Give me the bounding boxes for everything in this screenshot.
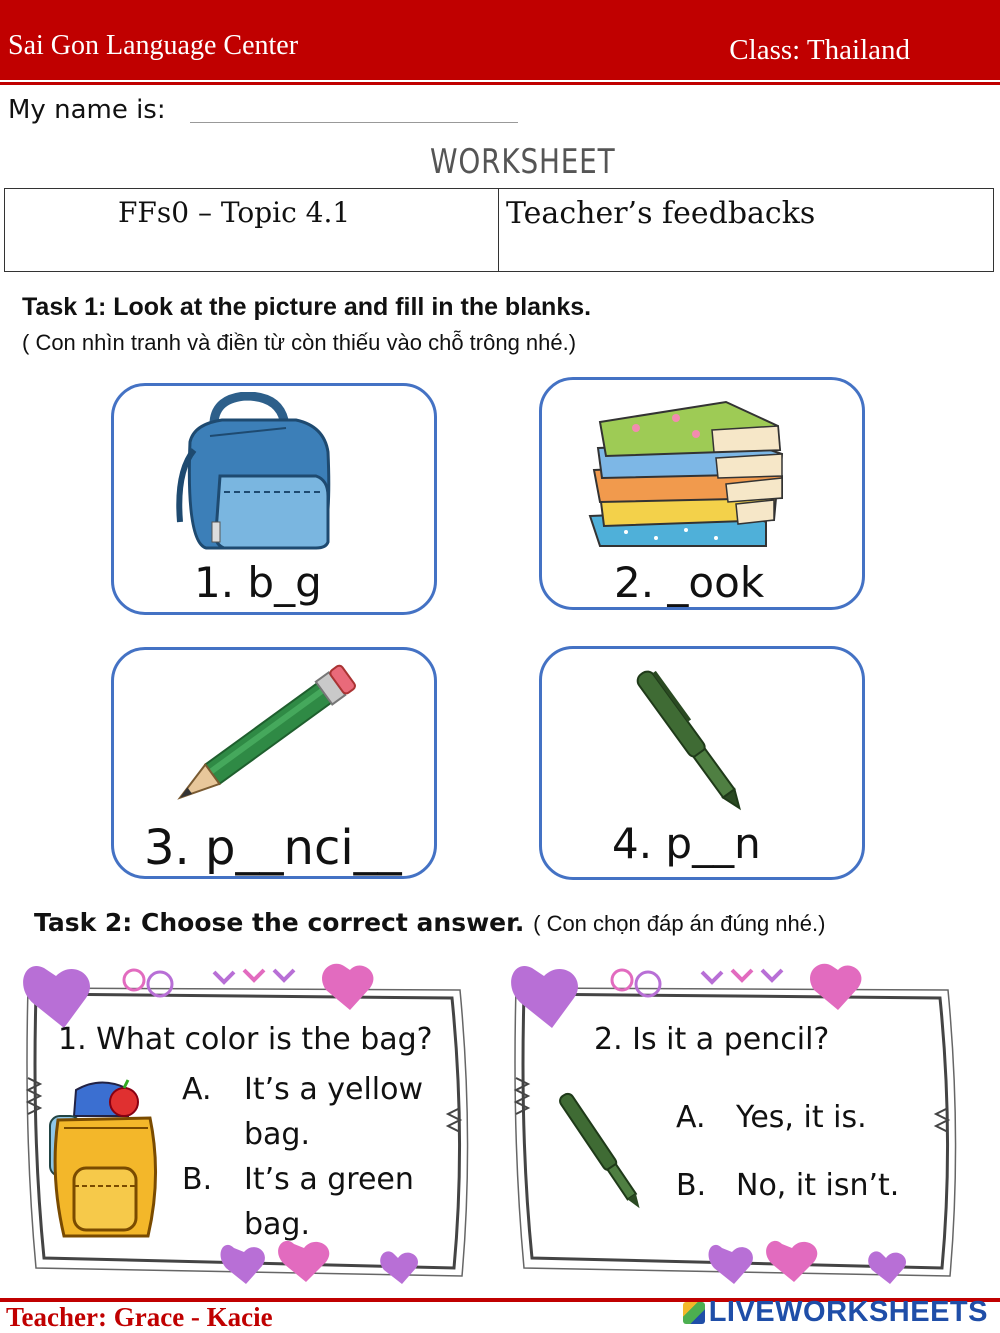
q1-option-b-letter[interactable]: B. (182, 1162, 213, 1197)
q2-option-a-letter[interactable]: A. (676, 1100, 706, 1135)
q2-option-a-line1[interactable]: Yes, it is. (736, 1100, 867, 1135)
topic-cell: FFs0 – Topic 4.1 (118, 196, 351, 229)
question-2: 2. Is it a pencil? (594, 1022, 830, 1057)
task1-card-book (539, 377, 865, 610)
task1-subtitle: ( Con nhìn tranh và điền từ còn thiếu vào chỗ trông nhé.) (22, 330, 577, 355)
feedback-cell: Teacher’s feedbacks (506, 196, 816, 231)
worksheet-title: WORKSHEET (430, 142, 616, 182)
name-prompt: My name is: (8, 95, 166, 125)
liveworksheets-logo-text: LIVEWORKSHEETS (708, 1296, 988, 1328)
header-divider (0, 82, 1000, 85)
task2-subtitle: ( Con chọn đáp án đúng nhé.) (533, 911, 826, 936)
liveworksheets-logo-icon (683, 1302, 705, 1324)
backpack-icon (166, 392, 336, 554)
task1-card-bag (111, 383, 437, 615)
small-pen-icon (548, 1086, 654, 1216)
q1-option-b-line2[interactable]: bag. (244, 1207, 311, 1242)
task1-card-pen (539, 646, 865, 880)
q2-option-b-letter[interactable]: B. (676, 1168, 707, 1203)
yellow-backpack-icon (44, 1076, 162, 1242)
task2-title: Task 2: Choose the correct answer. (34, 908, 525, 937)
class-label: Class: Thailand (729, 34, 910, 66)
q1-option-a-letter[interactable]: A. (182, 1072, 212, 1107)
q1-option-a-line1[interactable]: It’s a yellow (244, 1072, 424, 1107)
task1-label-pencil: 3. p__nci__ (144, 820, 402, 876)
pen-icon (618, 655, 758, 823)
task1-title: Task 1: Look at the picture and fill in the blanks. (22, 293, 592, 321)
q1-option-a-line2[interactable]: bag. (244, 1117, 311, 1152)
pencil-icon (160, 656, 370, 816)
school-name: Sai Gon Language Center (8, 30, 299, 61)
info-table-divider (498, 188, 499, 272)
q2-option-b-line1[interactable]: No, it isn’t. (736, 1168, 900, 1203)
task1-label-pen: 4. p__n (612, 819, 761, 868)
liveworksheets-logo[interactable] (683, 1296, 988, 1329)
q1-option-b-line1[interactable]: It’s a green (244, 1162, 414, 1197)
task1-label-bag: 1. b_g (194, 558, 322, 607)
footer-teacher: Teacher: Grace - Kacie (6, 1302, 273, 1332)
task2-heading (34, 908, 825, 937)
task1-card-pencil (111, 647, 437, 879)
books-icon (586, 398, 800, 552)
task1-label-book: 2. _ook (614, 558, 765, 607)
name-input-line[interactable] (190, 122, 518, 123)
question-1: 1. What color is the bag? (58, 1022, 433, 1057)
